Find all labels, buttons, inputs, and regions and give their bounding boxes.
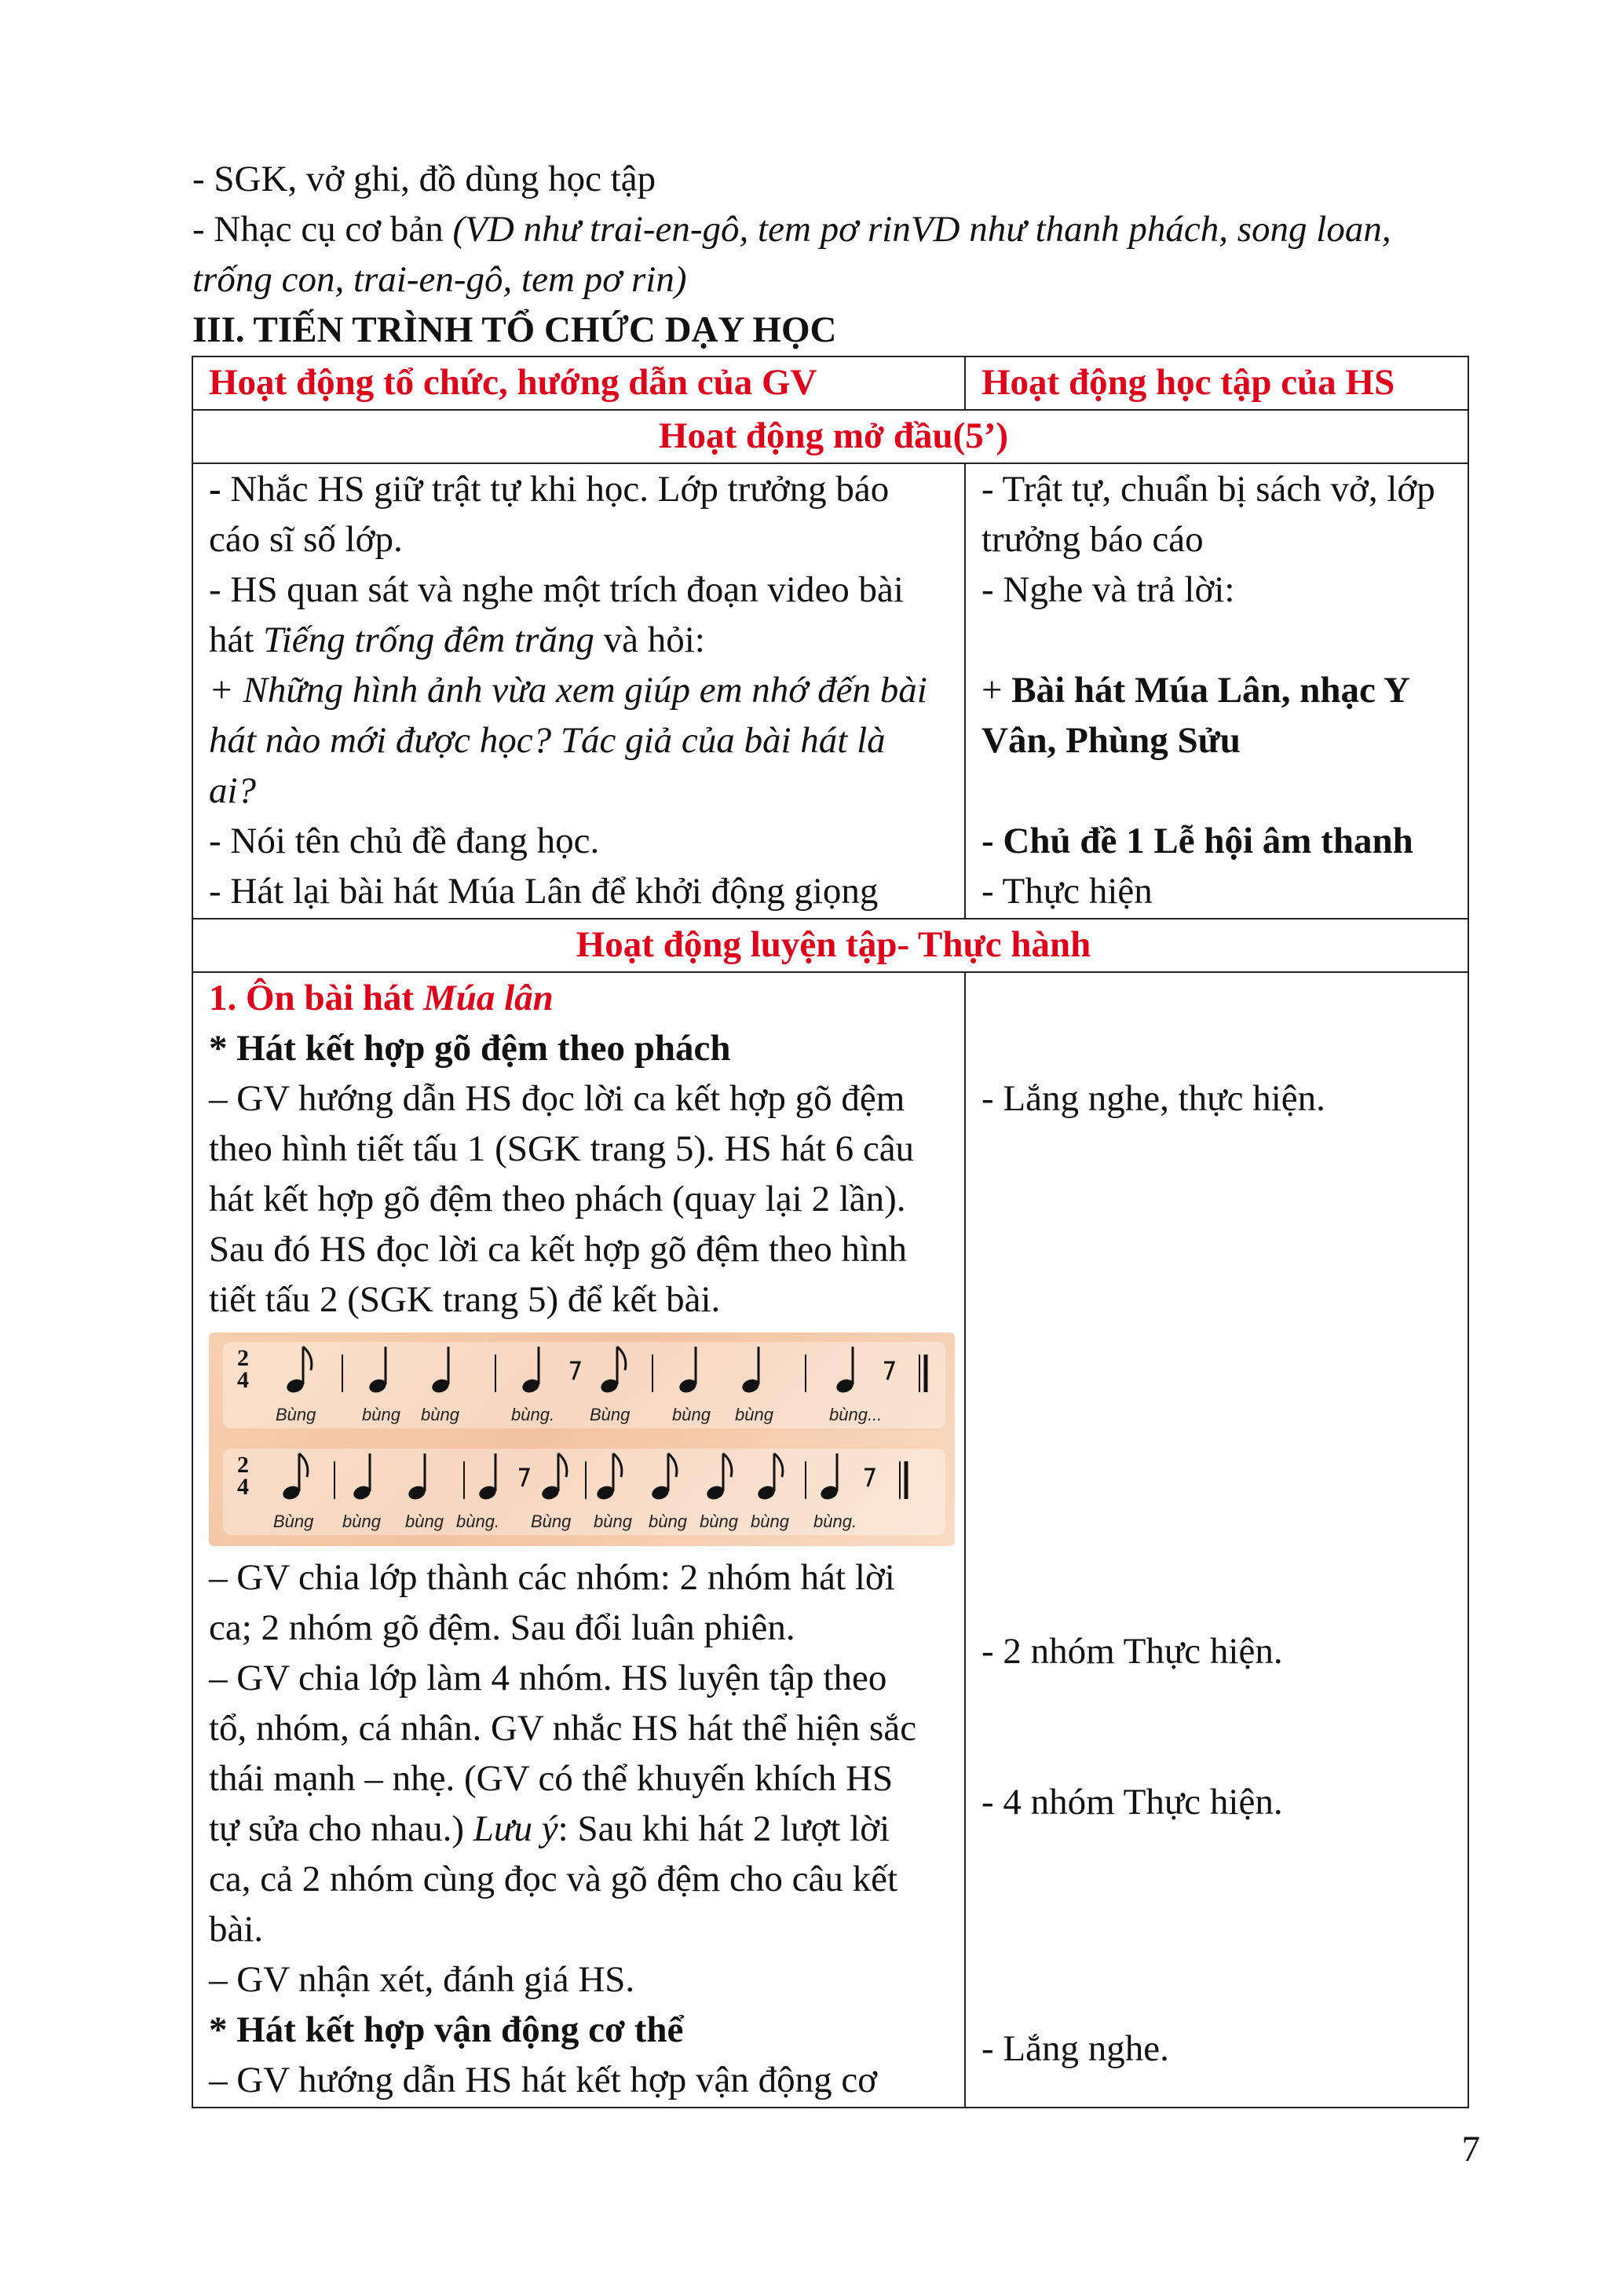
spacer [981,615,1458,665]
rhythm-lyric: bùng [421,1405,459,1424]
time-signature-bottom: 4 [237,1474,249,1500]
warmup-hs-cell [965,463,1468,919]
warmup-gv-question: ai? [209,770,257,811]
practice-hs-line: - Lắng nghe. [981,2028,1169,2069]
page-number: 7 [1461,2129,1480,2170]
warmup-hs-answer: Vân, Phùng Sửu [981,720,1241,761]
warmup-gv-line: cáo sĩ số lớp. [209,519,403,560]
warmup-gv-text: hát [209,620,264,660]
rhythm-notation [209,1333,955,1546]
practice-gv-line: theo hình tiết tấu 1 (SGK trang 5). HS hát 6 câu [209,1128,915,1169]
practice-hs-line: - 2 nhóm Thực hiện. [981,1631,1283,1672]
warmup-gv-question: + Những hình ảnh vừa xem giúp em nhớ đến bài [209,670,927,711]
eighth-rest [884,1362,894,1380]
practice-gv-line: bài. [209,1909,264,1950]
note-flag [303,1347,312,1370]
dash: - [209,469,221,510]
section-row-practice [192,919,1468,972]
rhythm-lyric: bùng [342,1512,381,1531]
warmup-hs-line: trưởng báo cáo [981,519,1204,560]
intro-block [192,154,1480,355]
practice-gv-line: – GV hướng dẫn HS hát kết hợp vận động cơ [209,2060,878,2100]
rhythm-lyric: Bùng [590,1405,631,1424]
spacer [981,1124,1458,1626]
warmup-gv-cell [192,463,965,919]
eighth-rest [519,1469,528,1486]
note-flag [668,1453,677,1477]
rhythm-lyric: bùng [751,1512,789,1531]
practice-gv-line [209,1804,955,1854]
section-row-warmup [192,410,1468,463]
practice-subheading: * Hát kết hợp gõ đệm theo phách [209,1028,731,1069]
warmup-hs-answer [981,665,1458,715]
plus-sign: + [981,670,1012,711]
time-signature-top: 2 [237,1452,249,1478]
rhythm-lyric: Bùng [273,1512,314,1531]
practice-subheading: * Hát kết hợp vận động cơ thể [209,2009,684,2050]
intro-line-instruments [192,204,1480,254]
warmup-gv-text: Nhắc HS giữ trật tự khi học. Lớp trưởng báo [221,469,890,510]
time-signature-bottom: 4 [237,1367,249,1393]
practice-gv-line: – GV nhận xét, đánh giá HS. [209,1959,635,2000]
note-flag [299,1453,308,1477]
table-row-warmup [192,463,1468,919]
item-label: 1. Ôn bài hát [209,978,423,1018]
practice-gv-line: ca; 2 nhóm gõ đệm. Sau đổi luân phiên. [209,1607,795,1648]
note-label: Lưu ý [473,1808,558,1849]
header-hs: Hoạt động học tập của HS [965,356,1468,410]
table-header-row [192,356,1468,410]
rhythm-lyric: bùng [362,1405,400,1424]
practice-gv-line: – GV chia lớp thành các nhóm: 2 nhóm hát lời [209,1557,895,1598]
warmup-hs-line: - Nghe và trả lời: [981,569,1235,610]
note-flag [613,1453,622,1477]
rhythm-row-1 [237,1345,926,1424]
note-flag [558,1453,567,1477]
section-title-warmup: Hoạt động mở đầu(5’) [192,410,1468,463]
rhythm-row-2 [237,1452,906,1531]
note-flag [774,1453,783,1477]
header-gv: Hoạt động tổ chức, hướng dẫn của GV [192,356,965,410]
intro-line-materials: - SGK, vở ghi, đồ dùng học tập [192,159,656,199]
instruments-prefix: - Nhạc cụ cơ bản [192,209,453,250]
note-flag [723,1453,732,1477]
warmup-gv-line [209,464,955,514]
item-song: Múa lân [422,978,554,1018]
warmup-gv-line [209,615,955,665]
rhythm-lyric: bùng [594,1512,632,1531]
warmup-gv-line: - Hát lại bài hát Múa Lân để khởi động giọng [209,871,879,912]
practice-hs-line: - Lắng nghe, thực hiện. [981,1078,1325,1119]
lesson-table [192,356,1469,2108]
spacer [981,1676,1458,1777]
section-heading: III. TIẾN TRÌNH TỔ CHỨC DẠY HỌC [192,309,837,350]
practice-hs-line: - 4 nhóm Thực hiện. [981,1782,1283,1823]
rhythm-lyric: Bùng [276,1405,316,1424]
practice-gv-line: thái mạnh – nhẹ. (GV có thể khuyến khích HS [209,1758,894,1799]
eighth-rest [570,1362,579,1380]
practice-item-title [209,973,955,1023]
rhythm-score-image [209,1333,955,1546]
eighth-rest [865,1469,874,1486]
warmup-gv-line: - HS quan sát và nghe một trích đoạn video bài [209,569,904,610]
practice-gv-line: hát kết hợp gõ đệm theo phách (quay lại 2 lần). [209,1179,906,1219]
rhythm-lyric: bùng [672,1405,711,1424]
rhythm-lyric: bùng [405,1512,444,1531]
song-title: Tiếng trống đêm trăng [263,620,594,660]
practice-gv-line: Sau đó HS đọc lời ca kết hợp gõ đệm theo hình [209,1229,908,1270]
practice-hs-cell [965,972,1468,2108]
practice-gv-cell [192,972,965,2108]
practice-gv-text: tự sửa cho nhau.) [209,1808,473,1849]
rhythm-lyric: bùng [649,1512,687,1531]
answer-song: Bài hát Múa Lân, nhạc Y [1011,670,1410,711]
spacer [981,1023,1458,1073]
practice-gv-line: – GV hướng dẫn HS đọc lời ca kết hợp gõ đệm [209,1078,905,1119]
rhythm-lyric: bùng. [813,1512,857,1531]
warmup-hs-topic: - Chủ đề 1 Lễ hội âm thanh [981,821,1413,861]
practice-gv-line: tiết tấu 2 (SGK trang 5) để kết bài. [209,1279,721,1320]
practice-gv-line: ca, cả 2 nhóm cùng đọc và gõ đệm cho câu kết [209,1859,898,1899]
spacer [981,1827,1458,2024]
spacer [981,766,1458,816]
time-signature-top: 2 [237,1345,249,1371]
table-row-practice [192,972,1468,2108]
warmup-gv-line: - Nói tên chủ đề đang học. [209,821,600,861]
warmup-gv-text: và hỏi: [594,620,705,660]
warmup-hs-line: - Thực hiện [981,871,1153,912]
practice-gv-line: tổ, nhóm, cá nhân. GV nhắc HS hát thể hiện sắc [209,1708,917,1749]
instruments-examples: (VD như trai-en-gô, tem pơ rinVD như thanh phách, song loan, [452,209,1391,250]
rhythm-lyric: bùng... [829,1405,883,1424]
section-title-practice: Hoạt động luyện tập- Thực hành [192,919,1468,972]
practice-gv-line: – GV chia lớp làm 4 nhóm. HS luyện tập theo [209,1658,887,1698]
rhythm-lyric: bùng. [511,1405,555,1424]
practice-gv-text: : Sau khi hát 2 lượt lời [557,1808,890,1849]
spacer [981,973,1458,1023]
rhythm-lyric: bùng. [456,1512,500,1531]
warmup-gv-question: hát nào mới được học? Tác giả của bài hát là [209,720,886,761]
rhythm-lyric: Bùng [531,1512,572,1531]
intro-line-instruments-cont: trống con, trai-en-gô, tem pơ rin) [192,259,687,300]
rhythm-lyric: bùng [700,1512,738,1531]
note-flag [617,1347,626,1370]
warmup-hs-line: - Trật tự, chuẩn bị sách vở, lớp [981,469,1435,510]
rhythm-lyric: bùng [735,1405,773,1424]
